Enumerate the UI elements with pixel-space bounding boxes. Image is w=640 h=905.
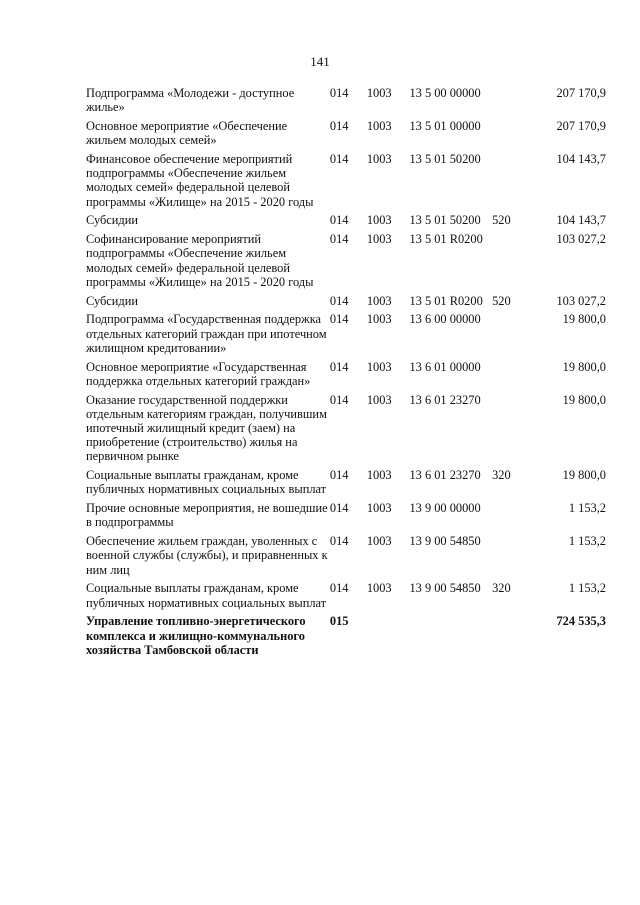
row-name: Социальные выплаты гражданам, кроме публичных нормативных социальных выплат xyxy=(86,468,327,497)
row-amount: 19 800,0 xyxy=(562,359,606,374)
row-subsection-code: 03 xyxy=(379,293,392,308)
row-amount: 19 800,0 xyxy=(562,468,606,483)
row-amount: 1 153,2 xyxy=(568,581,606,596)
page-number: 141 xyxy=(310,54,330,69)
table-row xyxy=(86,119,606,152)
row-name: Финансовое обеспечение мероприятий подпрограммы «Обеспечение жильем молодых семей» федеральной целевой программы «Жилище» на 2015 - 2020 годы xyxy=(86,152,314,209)
table-row xyxy=(86,86,606,119)
row-name: Софинансирование мероприятий подпрограммы «Обеспечение жильем молодых семей» федеральной целевой программы «Жилище» на 2015 - 2020 годы xyxy=(86,232,314,289)
row-ved-code: 014 xyxy=(329,86,349,100)
row-name: Подпрограмма «Государственная поддержка отдельных категорий граждан при ипотечном жилищном кредитовании» xyxy=(86,312,327,355)
table-row xyxy=(86,152,606,213)
row-expense-type-code xyxy=(492,534,524,581)
row-target-article-code xyxy=(409,614,492,661)
row-section-code: 10 xyxy=(366,501,380,516)
row-expense-type-code xyxy=(492,501,524,534)
row-expense-type-code xyxy=(492,152,524,213)
row-target-article-code: 13 5 01 R0200 xyxy=(409,232,483,247)
row-expense-type-code xyxy=(492,232,524,293)
row-target-article-code: 13 6 01 23270 xyxy=(409,468,481,483)
table-row xyxy=(86,213,606,232)
row-ved-code: 014 xyxy=(329,534,349,549)
row-amount: 104 143,7 xyxy=(556,213,606,228)
row-subsection-code: 03 xyxy=(379,392,392,407)
row-section-code xyxy=(360,614,379,661)
row-ved-code: 014 xyxy=(329,359,349,374)
row-amount: 104 143,7 xyxy=(556,152,606,166)
row-section-code: 10 xyxy=(366,86,380,100)
row-name: Управление топливно-энергетического комплекса и жилищно-коммунального хозяйства Тамбовской области xyxy=(86,614,306,657)
row-ved-code: 014 xyxy=(329,232,349,247)
row-target-article-code: 13 5 01 50200 xyxy=(409,213,481,228)
row-expense-type-code: 520 xyxy=(492,213,511,228)
budget-table-body xyxy=(86,86,606,662)
row-target-article-code: 13 6 01 23270 xyxy=(409,392,481,407)
row-expense-type-code xyxy=(492,393,524,469)
table-row xyxy=(86,294,606,313)
row-ved-code: 014 xyxy=(329,468,349,483)
row-section-code: 10 xyxy=(366,534,380,549)
row-expense-type-code: 520 xyxy=(492,293,511,308)
row-name: Субсидии xyxy=(86,293,138,308)
row-subsection-code: 03 xyxy=(379,152,392,166)
row-target-article-code: 13 9 00 54850 xyxy=(409,534,481,549)
row-amount: 724 535,3 xyxy=(556,614,606,629)
table-row xyxy=(86,614,606,661)
row-subsection-code: 03 xyxy=(379,534,392,549)
row-name: Подпрограмма «Молодежи - доступное жилье» xyxy=(86,86,295,115)
row-section-code: 10 xyxy=(366,232,380,247)
row-name: Основное мероприятие «Обеспечение жильем молодых семей» xyxy=(86,119,288,148)
row-subsection-code: 03 xyxy=(379,359,392,374)
row-expense-type-code xyxy=(492,86,524,119)
row-amount: 19 800,0 xyxy=(562,392,606,407)
row-amount: 1 153,2 xyxy=(568,501,606,516)
row-expense-type-code xyxy=(492,614,524,661)
row-ved-code: 014 xyxy=(329,392,349,407)
table-row xyxy=(86,232,606,293)
row-ved-code: 014 xyxy=(329,293,349,308)
table-row xyxy=(86,393,606,469)
row-target-article-code: 13 5 00 00000 xyxy=(409,86,481,100)
row-section-code: 10 xyxy=(366,359,380,374)
row-expense-type-code xyxy=(492,360,524,393)
row-subsection-code: 03 xyxy=(379,581,392,596)
row-amount: 1 153,2 xyxy=(568,534,606,549)
row-section-code: 10 xyxy=(366,152,380,166)
row-subsection-code: 03 xyxy=(379,119,392,133)
row-ved-code: 015 xyxy=(329,614,349,629)
row-section-code: 10 xyxy=(366,312,380,327)
row-ved-code: 014 xyxy=(329,581,349,596)
row-subsection-code: 03 xyxy=(379,232,392,247)
row-subsection-code xyxy=(379,614,409,661)
row-amount: 19 800,0 xyxy=(562,312,606,327)
row-section-code: 10 xyxy=(366,213,380,228)
row-section-code: 10 xyxy=(366,392,380,407)
row-amount: 207 170,9 xyxy=(556,119,606,133)
row-amount: 207 170,9 xyxy=(556,86,606,100)
row-ved-code: 014 xyxy=(329,501,349,516)
row-target-article-code: 13 6 01 00000 xyxy=(409,359,481,374)
table-row xyxy=(86,312,606,359)
row-subsection-code: 03 xyxy=(379,86,392,100)
row-name: Основное мероприятие «Государственная поддержка отдельных категорий граждан» xyxy=(86,359,311,388)
row-amount: 103 027,2 xyxy=(556,293,606,308)
row-ved-code: 014 xyxy=(329,152,349,166)
row-target-article-code: 13 6 00 00000 xyxy=(409,312,481,327)
row-section-code: 10 xyxy=(366,293,380,308)
budget-table xyxy=(86,86,606,662)
row-name: Социальные выплаты гражданам, кроме публичных нормативных социальных выплат xyxy=(86,581,327,610)
row-amount: 103 027,2 xyxy=(556,232,606,247)
table-row xyxy=(86,534,606,581)
row-subsection-code: 03 xyxy=(379,501,392,516)
row-expense-type-code xyxy=(492,119,524,152)
row-ved-code: 014 xyxy=(329,119,349,133)
row-target-article-code: 13 5 01 R0200 xyxy=(409,293,483,308)
row-ved-code: 014 xyxy=(329,213,349,228)
table-row xyxy=(86,501,606,534)
row-expense-type-code xyxy=(492,312,524,359)
table-row xyxy=(86,468,606,501)
row-expense-type-code: 320 xyxy=(492,581,511,596)
row-ved-code: 014 xyxy=(329,312,349,327)
row-section-code: 10 xyxy=(366,468,380,483)
row-expense-type-code: 320 xyxy=(492,468,511,483)
row-subsection-code: 03 xyxy=(379,468,392,483)
row-section-code: 10 xyxy=(366,581,380,596)
row-target-article-code: 13 9 00 00000 xyxy=(409,501,481,516)
row-target-article-code: 13 5 01 00000 xyxy=(409,119,481,133)
row-subsection-code: 03 xyxy=(379,312,392,327)
row-subsection-code: 03 xyxy=(379,213,392,228)
row-section-code: 10 xyxy=(366,119,380,133)
row-name: Прочие основные мероприятия, не вошедшие в подпрограммы xyxy=(86,501,328,530)
row-target-article-code: 13 5 01 50200 xyxy=(409,152,481,166)
table-row xyxy=(86,360,606,393)
table-row xyxy=(86,581,606,614)
row-name: Субсидии xyxy=(86,213,138,228)
row-name: Оказание государственной поддержки отдельным категориям граждан, получившим ипотечный жилищный кредит (заем) на приобретение (строительство) жилья на первичном рынке xyxy=(86,392,327,464)
row-target-article-code: 13 9 00 54850 xyxy=(409,581,481,596)
row-name: Обеспечение жильем граждан, уволенных с военной службы (службы), и приравненных к ним лиц xyxy=(86,534,328,577)
